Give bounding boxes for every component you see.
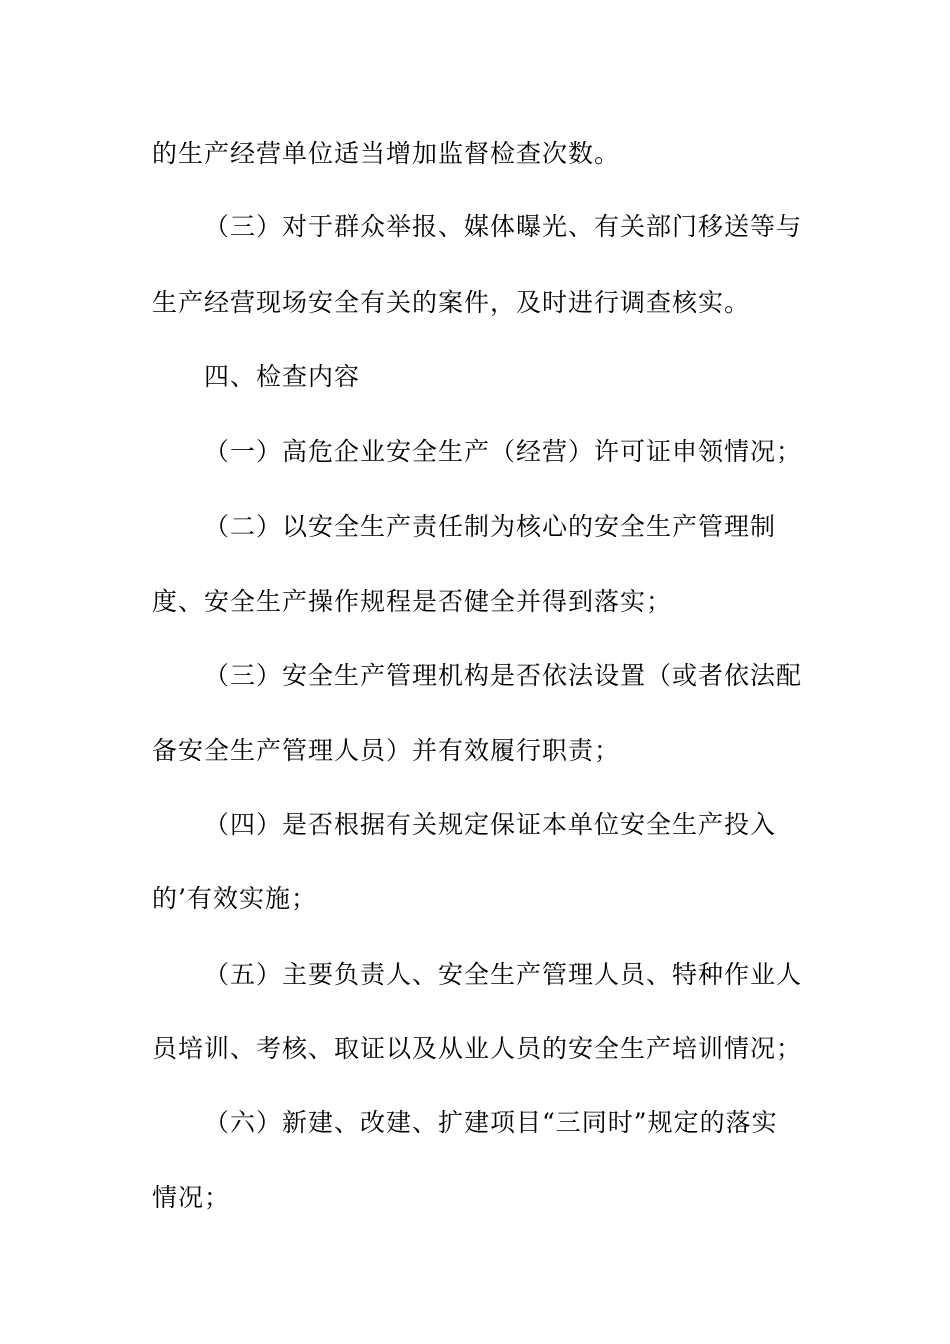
list-item: （四）是否根据有关规定保证本单位安全生产投入: [204, 810, 777, 839]
list-item-continuation: 的’有效实施；: [152, 884, 317, 913]
section-heading: 四、检查内容: [204, 362, 361, 391]
list-item: （一）高危企业安全生产（经营）许可证申领情况；: [204, 437, 803, 466]
list-item: （二）以安全生产责任制为核心的安全生产管理制: [204, 512, 777, 541]
list-item-continuation: 备安全生产管理人员）并有效履行职责；: [152, 736, 621, 765]
list-item-continuation: 度、安全生产操作规程是否健全并得到落实；: [152, 587, 673, 616]
list-item: （六）新建、改建、扩建项目“三同时”规定的落实: [204, 1108, 778, 1137]
list-item-continuation: 情况；: [152, 1183, 231, 1212]
text-line-continuation: 的生产经营单位适当增加监督检查次数。: [152, 139, 621, 168]
list-item: （三）安全生产管理机构是否依法设置（或者依法配: [204, 661, 803, 690]
list-item-continuation: 员培训、考核、取证以及从业人员的安全生产培训情况；: [152, 1034, 803, 1063]
text-line-paragraph-start: （三）对于群众举报、媒体曝光、有关部门移送等与: [204, 212, 803, 241]
text-line-continuation: 生产经营现场安全有关的案件，及时进行调查核实。: [152, 288, 751, 317]
list-item: （五）主要负责人、安全生产管理人员、特种作业人: [204, 960, 803, 989]
